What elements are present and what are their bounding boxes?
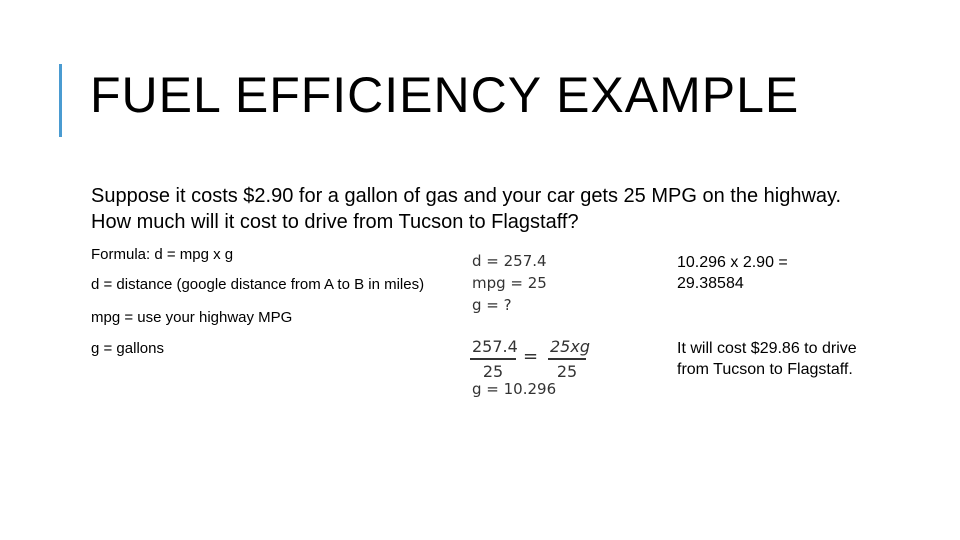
mpg-definition: mpg = use your highway MPG — [91, 309, 293, 326]
math-gallons-result: g = 10.296 — [472, 380, 557, 398]
fraction-right — [548, 337, 590, 381]
accent-bar — [59, 64, 62, 137]
fraction-right-bar — [548, 358, 586, 360]
formula-line: Formula: d = mpg x g — [91, 246, 234, 263]
cost-calculation: 10.296 x 2.90 = 29.38584 — [677, 254, 788, 292]
fraction-left-numerator: 257.4 — [472, 337, 518, 356]
fraction-right-denominator: 25 — [556, 362, 578, 381]
fraction-right-numerator: 25xg — [550, 337, 590, 356]
math-mpg-value: mpg = 25 — [472, 274, 547, 292]
equals-sign: = — [523, 346, 539, 367]
math-distance-value: d = 257.4 — [472, 252, 547, 270]
gallons-definition: g = gallons — [91, 340, 164, 357]
final-answer: It will cost $29.86 to drive from Tucson to Flagstaff. — [677, 340, 857, 378]
math-gallons-unknown: g = ? — [472, 296, 512, 314]
problem-statement: Suppose it costs $2.90 for a gallon of gas and your car gets 25 MPG on the highway. How much will it cost to drive from Tucson to Flagstaff? — [91, 185, 842, 233]
distance-definition: d = distance (google distance from A to B in miles) — [91, 276, 425, 293]
fraction-left-denominator: 25 — [482, 362, 504, 381]
fraction-left-bar — [470, 358, 516, 360]
fraction-left — [470, 337, 516, 381]
slide-title: FUEL EFFICIENCY EXAMPLE — [90, 67, 800, 123]
